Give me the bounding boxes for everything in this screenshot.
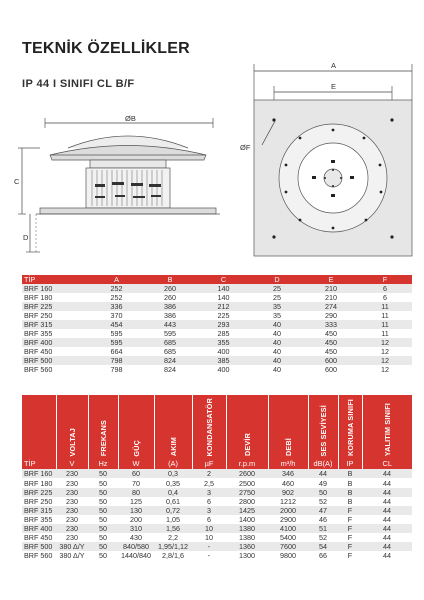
value-cell: 454: [90, 320, 143, 329]
value-cell: 35: [250, 302, 304, 311]
value-cell: 386: [143, 302, 197, 311]
value-cell: 600: [304, 365, 358, 374]
value-cell: 1,56: [154, 524, 192, 533]
value-cell: 230: [56, 469, 88, 478]
value-cell: 50: [88, 478, 118, 487]
value-cell: 40: [250, 329, 304, 338]
value-cell: 210: [304, 293, 358, 302]
value-cell: 2600: [226, 469, 268, 478]
value-cell: 1380: [226, 524, 268, 533]
value-cell: 355: [197, 338, 250, 347]
value-cell: 685: [143, 347, 197, 356]
value-cell: 336: [90, 302, 143, 311]
page-title: TEKNİK ÖZELLİKLER: [22, 40, 190, 57]
performance-table: [22, 395, 412, 560]
value-cell: 7600: [268, 542, 308, 551]
type-cell: BRF 160: [22, 284, 90, 293]
value-cell: 44: [308, 469, 338, 478]
side-view-drawing: [18, 118, 220, 252]
value-cell: 12: [358, 338, 412, 347]
value-cell: 40: [250, 320, 304, 329]
value-cell: 450: [304, 329, 358, 338]
value-cell: 2500: [226, 478, 268, 487]
value-cell: 50: [88, 469, 118, 478]
value-cell: B: [338, 478, 362, 487]
type-cell: BRF 500: [22, 542, 56, 551]
value-cell: 230: [56, 506, 88, 515]
value-cell: 2,5: [192, 478, 226, 487]
table-row: [22, 533, 412, 542]
value-cell: 230: [56, 533, 88, 542]
table-row: [22, 478, 412, 487]
value-cell: 40: [250, 365, 304, 374]
value-cell: 9800: [268, 551, 308, 560]
value-cell: 50: [88, 524, 118, 533]
type-cell: BRF 355: [22, 515, 56, 524]
table-row: [22, 497, 412, 506]
value-cell: 664: [90, 347, 143, 356]
value-cell: 50: [88, 542, 118, 551]
value-cell: 902: [268, 488, 308, 497]
value-cell: 824: [143, 365, 197, 374]
value-cell: 0,4: [154, 488, 192, 497]
value-cell: 2: [192, 469, 226, 478]
unit-cell: IP: [338, 458, 362, 469]
value-cell: 824: [143, 356, 197, 365]
header-cell: DEBİ: [268, 395, 308, 458]
value-cell: 47: [308, 506, 338, 515]
value-cell: B: [338, 488, 362, 497]
value-cell: 44: [362, 533, 412, 542]
table-row: [22, 365, 412, 374]
header-cell: FREKANS: [88, 395, 118, 458]
table-row: [22, 542, 412, 551]
type-cell: BRF 450: [22, 347, 90, 356]
value-cell: 44: [362, 488, 412, 497]
value-cell: 285: [197, 329, 250, 338]
header-cell: YALITIM SINIFI: [362, 395, 412, 458]
table-row: [22, 302, 412, 311]
value-cell: 346: [268, 469, 308, 478]
header-cell: VOLTAJ: [56, 395, 88, 458]
value-cell: 49: [308, 478, 338, 487]
value-cell: 44: [362, 469, 412, 478]
value-cell: 0,61: [154, 497, 192, 506]
value-cell: 140: [197, 293, 250, 302]
type-cell: BRF 400: [22, 524, 56, 533]
value-cell: 400: [197, 347, 250, 356]
value-cell: 44: [362, 478, 412, 487]
table-row: [22, 329, 412, 338]
value-cell: 230: [56, 524, 88, 533]
header-cell: AKIM: [154, 395, 192, 458]
type-cell: BRF 250: [22, 311, 90, 320]
table-row: [22, 347, 412, 356]
value-cell: 252: [90, 284, 143, 293]
value-cell: 1212: [268, 497, 308, 506]
unit-cell: dB(A): [308, 458, 338, 469]
value-cell: 333: [304, 320, 358, 329]
value-cell: 2,2: [154, 533, 192, 542]
header-cell: SES SEVİYESİ: [308, 395, 338, 458]
value-cell: 70: [118, 478, 154, 487]
header-blank-cell: [22, 395, 56, 458]
type-cell: BRF 225: [22, 488, 56, 497]
value-cell: 293: [197, 320, 250, 329]
value-cell: 25: [250, 293, 304, 302]
value-cell: 1360: [226, 542, 268, 551]
value-cell: 10: [192, 533, 226, 542]
table-row: [22, 469, 412, 478]
top-hole-label: ØF: [240, 143, 251, 152]
header-cell: KORUMA SINIFI: [338, 395, 362, 458]
value-cell: 1425: [226, 506, 268, 515]
unit-cell: r.p.m: [226, 458, 268, 469]
side-height-label: C: [14, 177, 20, 186]
value-cell: 380 Δ/Y: [56, 551, 88, 560]
header-cell: C: [197, 275, 250, 284]
value-cell: 260: [143, 284, 197, 293]
value-cell: 46: [308, 515, 338, 524]
value-cell: 40: [250, 347, 304, 356]
value-cell: 40: [250, 338, 304, 347]
value-cell: 6: [192, 515, 226, 524]
top-width-label: A: [331, 61, 337, 70]
value-cell: 50: [88, 488, 118, 497]
value-cell: 230: [56, 515, 88, 524]
header-cell: E: [304, 275, 358, 284]
value-cell: 50: [88, 506, 118, 515]
value-cell: 1300: [226, 551, 268, 560]
value-cell: 50: [88, 533, 118, 542]
value-cell: F: [338, 515, 362, 524]
value-cell: 840/580: [118, 542, 154, 551]
table-row: [22, 515, 412, 524]
value-cell: 130: [118, 506, 154, 515]
value-cell: 1440/840: [118, 551, 154, 560]
value-cell: 310: [118, 524, 154, 533]
unit-cell: µF: [192, 458, 226, 469]
value-cell: 80: [118, 488, 154, 497]
type-cell: BRF 400: [22, 338, 90, 347]
unit-cell: TİP: [22, 458, 56, 469]
type-cell: BRF 225: [22, 302, 90, 311]
value-cell: F: [338, 506, 362, 515]
value-cell: 2900: [268, 515, 308, 524]
value-cell: 798: [90, 365, 143, 374]
value-cell: 230: [56, 478, 88, 487]
value-cell: 50: [88, 515, 118, 524]
type-cell: BRF 315: [22, 506, 56, 515]
table-row: [22, 320, 412, 329]
value-cell: 1,05: [154, 515, 192, 524]
value-cell: 2800: [226, 497, 268, 506]
type-cell: BRF 560: [22, 365, 90, 374]
table-row: [22, 488, 412, 497]
header-cell: D: [250, 275, 304, 284]
value-cell: 44: [362, 515, 412, 524]
value-cell: 290: [304, 311, 358, 320]
value-cell: 2,8/1,6: [154, 551, 192, 560]
value-cell: 1380: [226, 533, 268, 542]
value-cell: 380 Δ/Y: [56, 542, 88, 551]
table-row: [22, 293, 412, 302]
value-cell: 2750: [226, 488, 268, 497]
value-cell: 44: [362, 551, 412, 560]
value-cell: 11: [358, 329, 412, 338]
value-cell: 0,35: [154, 478, 192, 487]
value-cell: 595: [90, 329, 143, 338]
value-cell: 0,72: [154, 506, 192, 515]
header-cell: TİP: [22, 275, 90, 284]
value-cell: 252: [90, 293, 143, 302]
type-cell: BRF 560: [22, 551, 56, 560]
table-row: [22, 524, 412, 533]
page-subtitle: IP 44 I SINIFI CL B/F: [22, 78, 135, 90]
header-cell: F: [358, 275, 412, 284]
value-cell: 225: [197, 311, 250, 320]
value-cell: 210: [304, 284, 358, 293]
value-cell: 51: [308, 524, 338, 533]
value-cell: 50: [308, 488, 338, 497]
value-cell: 430: [118, 533, 154, 542]
value-cell: 50: [88, 551, 118, 560]
value-cell: 5400: [268, 533, 308, 542]
value-cell: 212: [197, 302, 250, 311]
value-cell: F: [338, 533, 362, 542]
type-cell: BRF 180: [22, 478, 56, 487]
value-cell: F: [338, 551, 362, 560]
value-cell: 6: [358, 284, 412, 293]
value-cell: 2000: [268, 506, 308, 515]
type-cell: BRF 355: [22, 329, 90, 338]
header-cell: GÜÇ: [118, 395, 154, 458]
technical-drawings: [0, 0, 424, 270]
value-cell: -: [192, 551, 226, 560]
value-cell: 595: [143, 329, 197, 338]
unit-cell: W: [118, 458, 154, 469]
value-cell: 600: [304, 356, 358, 365]
unit-cell: V: [56, 458, 88, 469]
type-cell: BRF 160: [22, 469, 56, 478]
performance-table-units: [22, 458, 412, 469]
type-cell: BRF 450: [22, 533, 56, 542]
value-cell: 450: [304, 347, 358, 356]
value-cell: 44: [362, 542, 412, 551]
value-cell: 10: [192, 524, 226, 533]
value-cell: 6: [192, 497, 226, 506]
value-cell: 443: [143, 320, 197, 329]
unit-cell: (A): [154, 458, 192, 469]
value-cell: 230: [56, 488, 88, 497]
type-cell: BRF 250: [22, 497, 56, 506]
value-cell: 1400: [226, 515, 268, 524]
unit-cell: CL: [362, 458, 412, 469]
value-cell: F: [338, 542, 362, 551]
value-cell: 12: [358, 347, 412, 356]
value-cell: 4100: [268, 524, 308, 533]
value-cell: 3: [192, 488, 226, 497]
value-cell: 685: [143, 338, 197, 347]
value-cell: 52: [308, 533, 338, 542]
value-cell: -: [192, 542, 226, 551]
table-row: [22, 311, 412, 320]
value-cell: 11: [358, 302, 412, 311]
dimension-table-header: [22, 275, 412, 284]
value-cell: 11: [358, 311, 412, 320]
table-row: [22, 551, 412, 560]
value-cell: 460: [268, 478, 308, 487]
value-cell: 274: [304, 302, 358, 311]
value-cell: 44: [362, 506, 412, 515]
value-cell: 52: [308, 497, 338, 506]
header-cell: A: [90, 275, 143, 284]
value-cell: 140: [197, 284, 250, 293]
table-row: [22, 356, 412, 365]
value-cell: 12: [358, 356, 412, 365]
header-cell: DEVİR: [226, 395, 268, 458]
value-cell: B: [338, 469, 362, 478]
value-cell: 3: [192, 506, 226, 515]
value-cell: 370: [90, 311, 143, 320]
value-cell: 60: [118, 469, 154, 478]
value-cell: 54: [308, 542, 338, 551]
value-cell: 385: [197, 356, 250, 365]
value-cell: 25: [250, 284, 304, 293]
value-cell: 6: [358, 293, 412, 302]
unit-cell: Hz: [88, 458, 118, 469]
value-cell: 798: [90, 356, 143, 365]
value-cell: 50: [88, 497, 118, 506]
side-diameter-label: ØB: [125, 114, 136, 123]
table-row: [22, 338, 412, 347]
value-cell: 260: [143, 293, 197, 302]
value-cell: 44: [362, 497, 412, 506]
value-cell: 386: [143, 311, 197, 320]
header-cell: B: [143, 275, 197, 284]
value-cell: 230: [56, 497, 88, 506]
value-cell: 66: [308, 551, 338, 560]
table-row: [22, 284, 412, 293]
type-cell: BRF 500: [22, 356, 90, 365]
dimension-table: [22, 275, 412, 374]
value-cell: 1,95/1,12: [154, 542, 192, 551]
value-cell: 40: [250, 356, 304, 365]
value-cell: 44: [362, 524, 412, 533]
top-view-drawing: [254, 64, 412, 256]
header-cell: KONDANSATÖR: [192, 395, 226, 458]
value-cell: 450: [304, 338, 358, 347]
type-cell: BRF 180: [22, 293, 90, 302]
value-cell: 400: [197, 365, 250, 374]
unit-cell: m³/h: [268, 458, 308, 469]
top-inner-label: E: [331, 82, 337, 91]
value-cell: F: [338, 524, 362, 533]
side-base-label: D: [23, 233, 29, 242]
value-cell: B: [338, 497, 362, 506]
value-cell: 200: [118, 515, 154, 524]
value-cell: 12: [358, 365, 412, 374]
value-cell: 595: [90, 338, 143, 347]
value-cell: 35: [250, 311, 304, 320]
value-cell: 0,3: [154, 469, 192, 478]
table-row: [22, 506, 412, 515]
performance-table-header: [22, 395, 412, 458]
type-cell: BRF 315: [22, 320, 90, 329]
value-cell: 11: [358, 320, 412, 329]
value-cell: 125: [118, 497, 154, 506]
